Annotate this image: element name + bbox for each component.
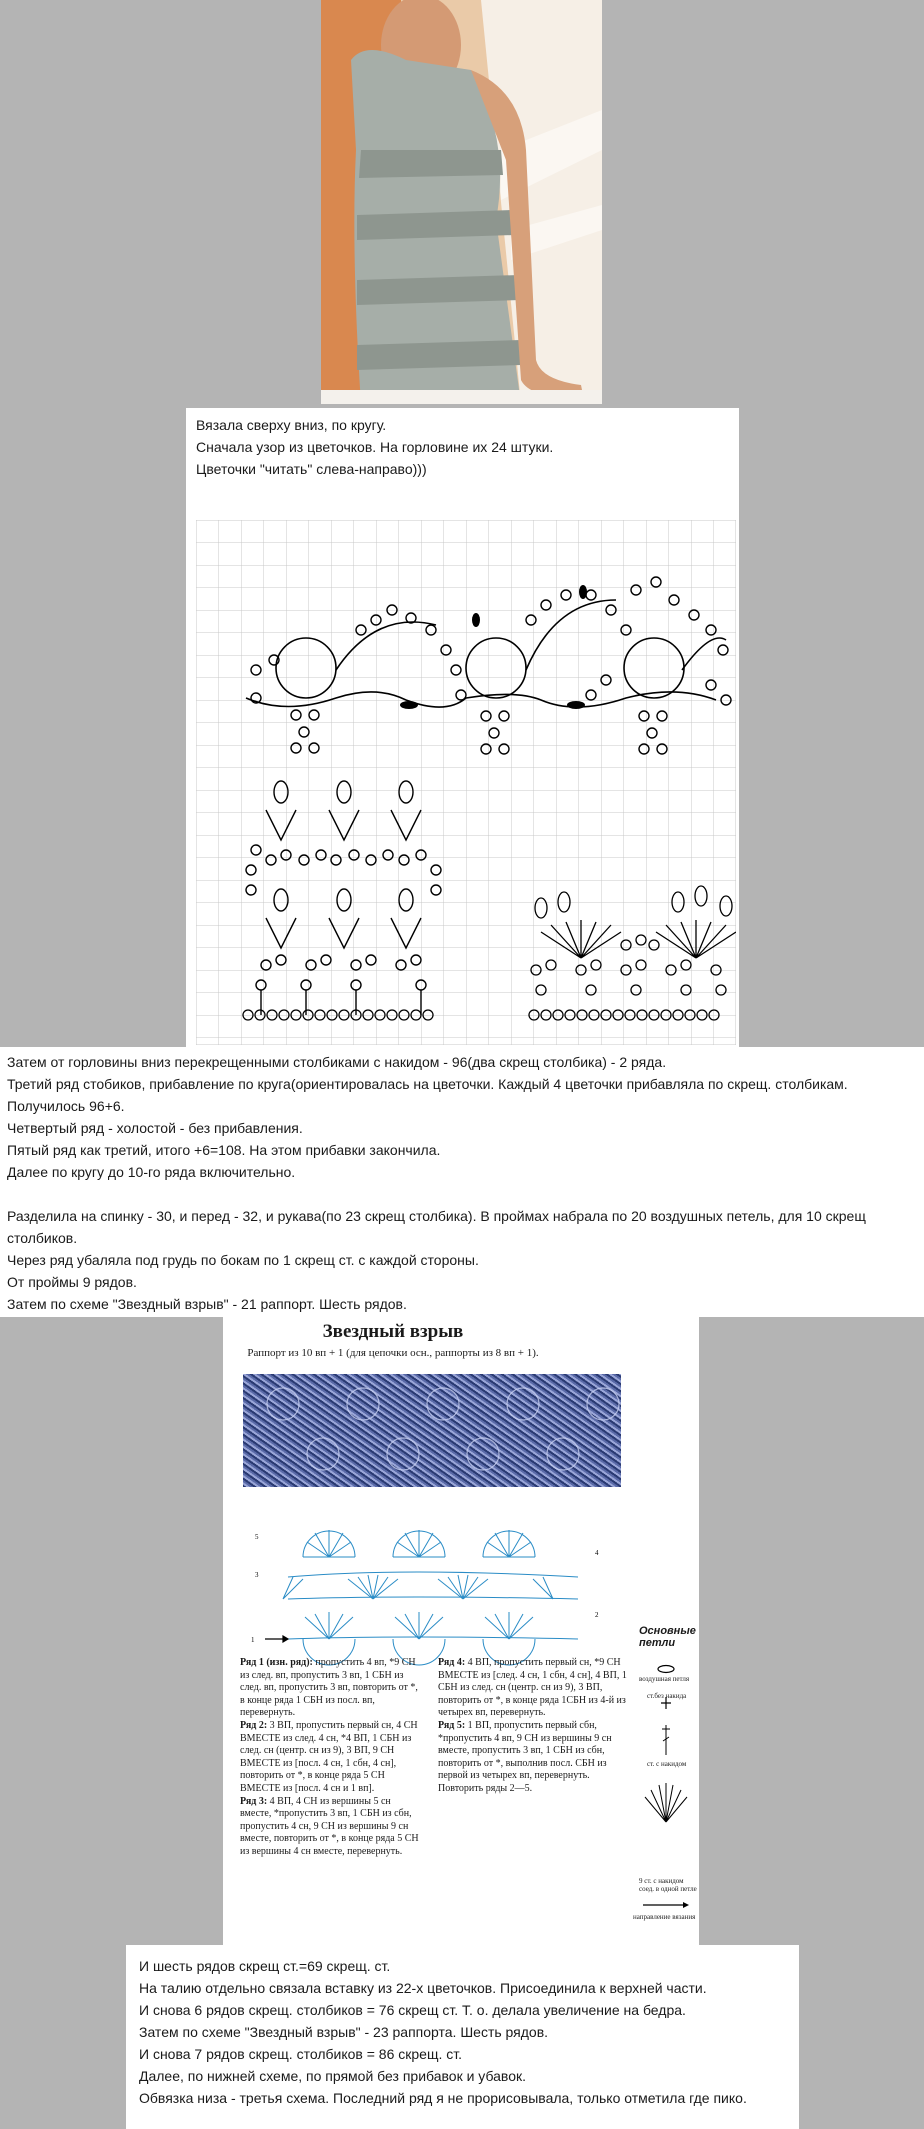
final-notes-panel	[126, 1945, 799, 2129]
row-heading: Ряд 1 (изн. ряд):	[240, 1657, 313, 1668]
instructions-column-right	[438, 1657, 628, 1796]
final-line: Далее, по нижней схеме, по прямой без прибавок и убавок.	[139, 2068, 527, 2084]
blank-line	[0, 1183, 872, 1205]
final-line: И шесть рядов скрещ ст.=69 скрещ. ст.	[139, 1958, 391, 1974]
star-burst-symbol-chart	[243, 1517, 633, 1677]
row-instruction	[240, 1796, 420, 1859]
instruction-line: столбиков.	[7, 1230, 78, 1246]
instruction-line: Затем по схеме "Звездный взрыв" - 21 раппорт. Шесть рядов.	[7, 1296, 407, 1312]
flower-crochet-chart	[196, 520, 736, 1045]
final-line: И снова 7 рядов скрещ. столбиков = 86 скрещ. ст.	[139, 2046, 462, 2062]
instruction-line: Затем от горловины вниз перекрещенными столбиками с накидом - 96(два скрещ столбика) - 2 ряда.	[7, 1054, 667, 1070]
row-text: пропустить 4 вп, *9 СН из след. вп, пропустить 3 вп, 1 СБН из след. вп, пропустить 3 вп, повторить от *, в конце ряда 1 СБН из посл. вп, перевернуть.	[240, 1657, 418, 1719]
intro-line: Вязала сверху вниз, по кругу.	[196, 417, 387, 433]
intro-panel	[186, 408, 739, 1047]
row-instruction	[438, 1783, 628, 1796]
intro-line: Сначала узор из цветочков. На горловине их 24 штуки.	[196, 439, 554, 455]
final-line: На талию отдельно связала вставку из 22-х цветочков. Присоединила к верхней части.	[139, 1980, 707, 1996]
legend-item: ст. с накидом	[647, 1760, 687, 1768]
legend-item: 9 ст. с накидом соед. в одной петле	[639, 1877, 697, 1893]
instruction-line: Через ряд убаляла под грудь по бокам по 1 скрещ ст. с каждой стороны.	[7, 1252, 479, 1268]
row-heading: Ряд 3:	[240, 1795, 268, 1807]
intro-text	[196, 414, 553, 480]
row-instruction	[438, 1657, 628, 1720]
instruction-line: Пятый ряд как третий, итого +6=108. На этом прибавки закончила.	[7, 1142, 441, 1158]
stitch-legend	[633, 1617, 699, 1937]
pattern-subtitle: Раппорт из 10 вп + 1 (для цепочки осн., раппорты из 8 вп + 1).	[247, 1347, 539, 1359]
instruction-line: Разделила на спинку - 30, и перед - 32, и рукава(по 23 скрещ столбика). В проймах набрала по 20 воздушных петель, для 10 скрещ	[7, 1208, 866, 1224]
final-line: Затем по схеме "Звездный взрыв" - 23 раппорта. Шесть рядов.	[139, 2024, 549, 2040]
double-crochet-icon	[662, 1725, 670, 1755]
nine-dc-shell-icon	[645, 1783, 687, 1822]
row-number: 4	[595, 1549, 599, 1557]
row-text: 4 ВП, 4 СН из вершины 5 сн вместе, *пропустить 3 вп, 1 СБН из сбн, пропустить 4 сн, 9 СН из вершины 9 сн вместе, повторить от *, в конце ряда 5 СН из вершины 4 сн вместе, перевернуть.	[240, 1795, 419, 1857]
instructions-panel	[0, 1047, 924, 1317]
row-text: 1 ВП, пропустить первый сбн, *пропустить 4 вп, 9 СН из вершины 9 сн вместе, пропустить 3 вп, 1 СБН из сбн, повторить от *, выполнив посл. СБН из первой из четырех вп, перевернуть.	[438, 1719, 612, 1782]
instruction-line: Четвертый ряд - холостой - без прибавления.	[7, 1120, 303, 1136]
final-line: Обвязка низа - третья схема. Последний ряд я не прорисовывала, только отметила где пико.	[139, 2090, 747, 2106]
instruction-line: Далее по кругу до 10-го ряда включительно.	[7, 1164, 296, 1180]
row-text: Повторить ряды 2—5.	[438, 1782, 533, 1794]
knitted-swatch-photo	[243, 1374, 621, 1487]
final-line: И снова 6 рядов скрещ. столбиков = 76 скрещ ст. Т. о. делала увеличение на бедра.	[139, 2002, 686, 2018]
row-instruction	[240, 1657, 420, 1720]
row-heading: Ряд 4:	[438, 1657, 466, 1668]
row-instruction	[438, 1720, 628, 1783]
row-text: 4 ВП, пропустить первый сн, *9 СН ВМЕСТЕ из [след. 4 сн, 1 сбн, 4 сн], 4 ВП, 1 СБН из след. сн (центр. сн из 9), 3 ВП, повторить от *, в конце ряда 1СБН из 4-й из четырех вп, перевернуть.	[438, 1657, 627, 1719]
legend-title: Основные петли	[639, 1625, 696, 1649]
legend-item: ст.без накида	[647, 1692, 687, 1700]
instruction-line: Получилось 96+6.	[7, 1098, 125, 1114]
chain-stitch-icon	[658, 1666, 674, 1673]
row-heading: Ряд 2:	[240, 1719, 268, 1731]
row-instruction	[240, 1720, 420, 1796]
legend-item: направление вязания	[633, 1913, 696, 1921]
row-text: 3 ВП, пропустить первый сн, 4 СН ВМЕСТЕ из след. 4 сн, *4 ВП, 1 СБН из след. сн (центр. сн из 9), 3 ВП, 9 СН ВМЕСТЕ из [посл. 4 сн, 1 сбн, 4 сн], повторить от *, в конце ряда 5 СН ВМЕСТЕ из [посл. 4 сн и 1 вп].	[240, 1719, 418, 1794]
pattern-title: Звездный взрыв	[322, 1321, 464, 1342]
row-number: 2	[595, 1611, 599, 1619]
intro-line: Цветочки "читать" слева-направо)))	[196, 461, 427, 477]
row-number: 1	[251, 1636, 255, 1644]
instruction-line: От проймы 9 рядов.	[7, 1274, 137, 1290]
row-heading: Ряд 5:	[438, 1719, 466, 1731]
row-number: 3	[255, 1571, 259, 1579]
legend-item: воздушная петля	[639, 1675, 690, 1683]
dress-photo	[321, 0, 602, 404]
instruction-line: Третий ряд стобиков, прибавление по круга(ориентировалась на цветочки. Каждый 4 цветочки прибавляла по скрещ. столбикам.	[7, 1076, 848, 1092]
row-number: 5	[255, 1533, 259, 1541]
star-burst-pattern-scan	[223, 1317, 699, 1945]
instructions-column-left	[240, 1657, 420, 1859]
